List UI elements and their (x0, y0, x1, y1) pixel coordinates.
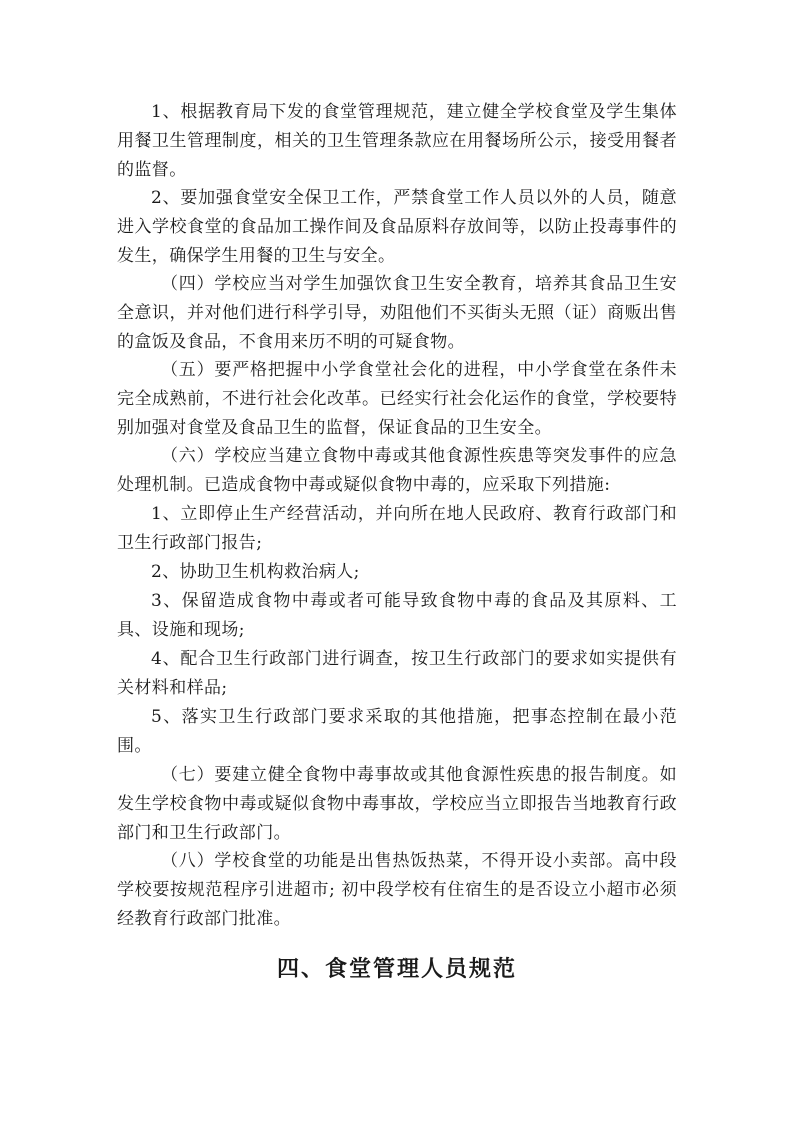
section-heading: 四、食堂管理人员规范 (276, 956, 517, 982)
measure-item-5: 5、落实卫生行政部门要求采取的其他措施，把事态控制在最小范围。 (117, 707, 677, 756)
paragraph-item-2: 2、要加强食堂安全保卫工作，严禁食堂工作人员以外的人员，随意进入学校食堂的食品加工操作间及食品原料存放间等，以防止投毒事件的发生，确保学生用餐的卫生与安全。 (117, 188, 677, 266)
paragraph-section-8: （八）学校食堂的功能是出售热饭热菜，不得开设小卖部。高中段学校要按规范程序引进超市; 初中段学校有住宿生的是否设立小超市必须经教育行政部门批准。 (117, 851, 677, 929)
measure-item-1: 1、立即停止生产经营活动，并向所在地人民政府、教育行政部门和卫生行政部门报告; (117, 504, 677, 553)
paragraph-section-5: （五）要严格把握中小学食堂社会化的进程，中小学食堂在条件未完全成熟前，不进行社会化改革。已经实行社会化运作的食堂，学校要特别加强对食堂及食品卫生的监督，保证食品的卫生安全。 (117, 360, 677, 438)
paragraph-section-6: （六）学校应当建立食物中毒或其他食源性疾患等突发事件的应急处理机制。已造成食物中毒或疑似食物中毒的，应采取下列措施: (117, 446, 677, 495)
measure-item-4: 4、配合卫生行政部门进行调查，按卫生行政部门的要求如实提供有关材料和样品; (117, 649, 677, 698)
measure-item-2: 2、协助卫生机构救治病人; (151, 562, 360, 582)
paragraph-section-4: （四）学校应当对学生加强饮食卫生安全教育，培养其食品卫生安全意识，并对他们进行科学引导，劝阻他们不买街头无照（证）商贩出售的盒饭及食品，不食用来历不明的可疑食物。 (117, 274, 677, 352)
paragraph-item-1: 1、根据教育局下发的食堂管理规范，建立健全学校食堂及学生集体用餐卫生管理制度，相关的卫生管理条款应在用餐场所公示，接受用餐者的监督。 (117, 102, 677, 180)
measure-item-3: 3、保留造成食物中毒或者可能导致食物中毒的食品及其原料、工具、设施和现场; (117, 591, 677, 640)
paragraph-section-7: （七）要建立健全食物中毒事故或其他食源性疾患的报告制度。如发生学校食物中毒或疑似食物中毒事故，学校应当立即报告当地教育行政部门和卫生行政部门。 (117, 765, 677, 843)
